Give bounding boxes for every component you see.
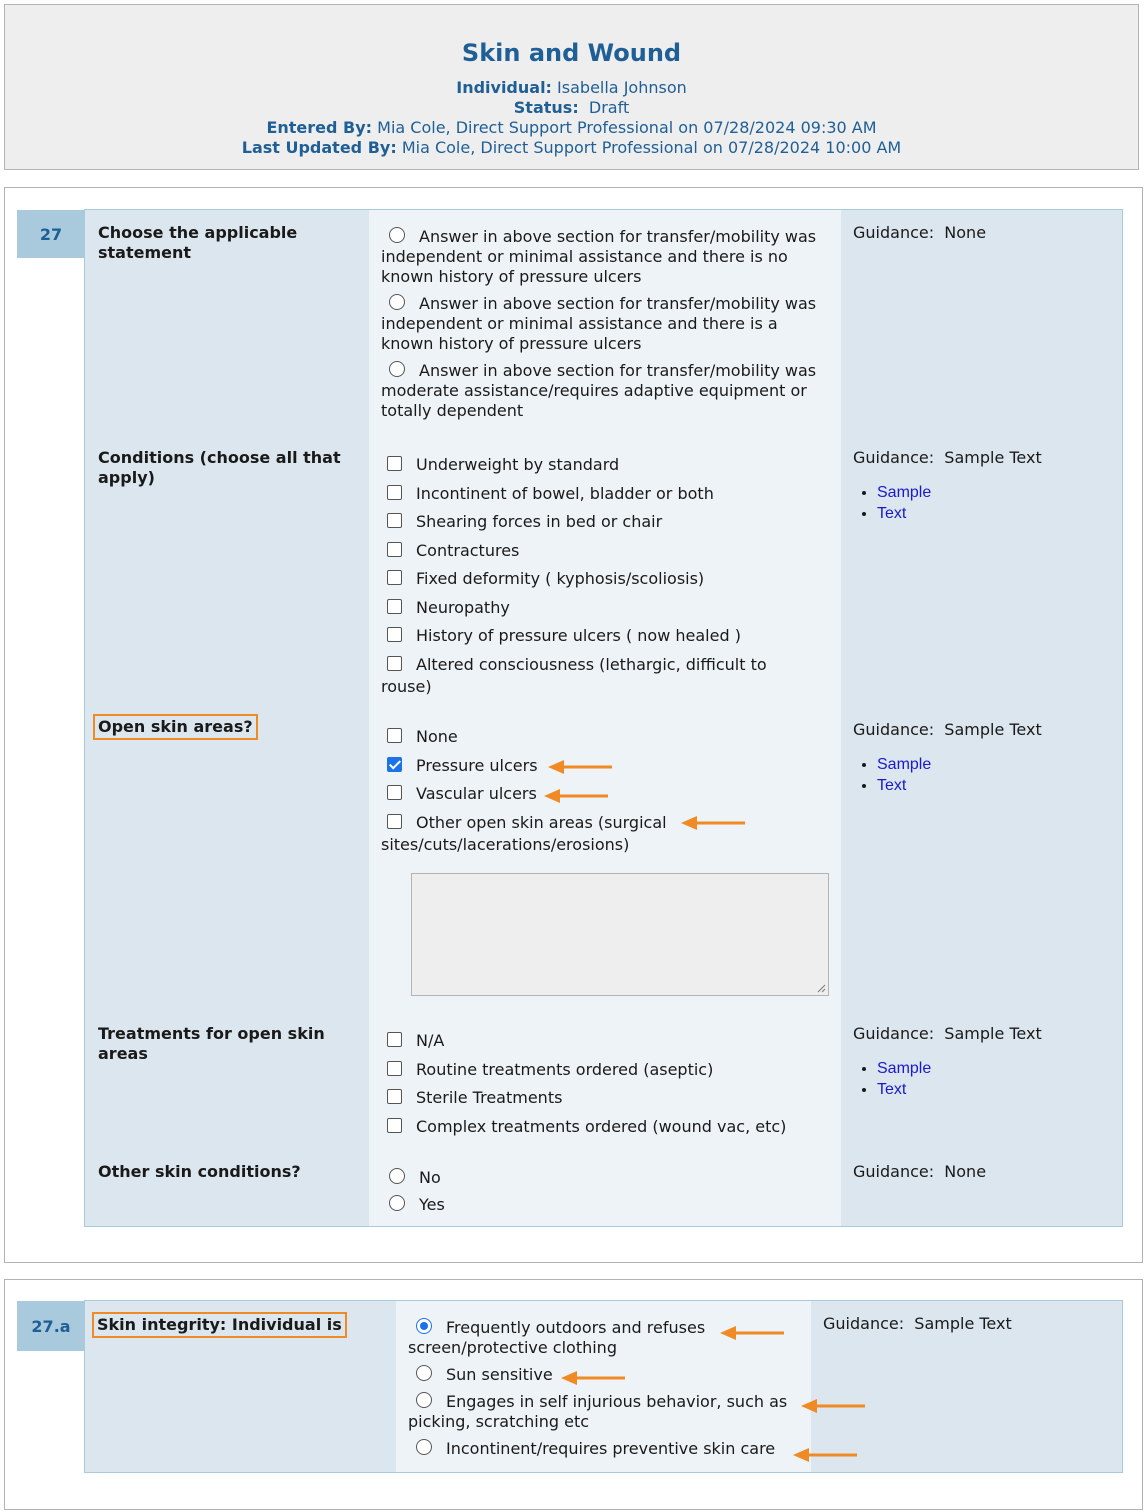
checkbox-checked[interactable] xyxy=(387,757,402,772)
status-label: Status: xyxy=(513,98,579,117)
open-skin-option-none[interactable]: None xyxy=(381,726,801,748)
question-number: 27.a xyxy=(17,1301,85,1351)
checkbox[interactable] xyxy=(387,513,402,528)
radio-button[interactable] xyxy=(416,1439,432,1455)
annotation-arrow-icon xyxy=(548,760,614,774)
treatments-options xyxy=(381,1030,821,1138)
guidance-link[interactable]: • Text xyxy=(877,775,1042,796)
condition-option[interactable]: Fixed deformity ( kyphosis/scoliosis) xyxy=(381,568,801,590)
condition-option[interactable]: Altered consciousness (lethargic, difficult to rouse) xyxy=(381,654,767,696)
guidance-link[interactable]: • Text xyxy=(877,503,1042,524)
individual-label: Individual: xyxy=(456,78,552,97)
form-header xyxy=(4,4,1139,170)
checkbox[interactable] xyxy=(387,1061,402,1076)
open-skin-option-pressure-ulcers[interactable]: Pressure ulcers xyxy=(381,755,801,777)
annotation-arrow-icon xyxy=(561,1371,627,1385)
radio-button-selected[interactable] xyxy=(416,1318,432,1334)
annotation-arrow-icon xyxy=(681,816,747,830)
guidance-statement: Guidance: None xyxy=(853,223,987,242)
guidance-other: Guidance: None xyxy=(853,1162,987,1181)
checkbox[interactable] xyxy=(387,485,402,500)
radio-button[interactable] xyxy=(389,361,405,377)
radio-button[interactable] xyxy=(389,1195,405,1211)
treatments-label: Treatments for open skin areas xyxy=(98,1024,325,1063)
question-number: 27 xyxy=(17,210,85,258)
guidance-link[interactable]: • Text xyxy=(877,1079,1042,1100)
skin-integrity-option-2[interactable]: Sun sensitive xyxy=(408,1365,803,1385)
guidance-treatments: Guidance: Sample Text • Sample • Text xyxy=(853,1024,1042,1100)
condition-option[interactable]: Shearing forces in bed or chair xyxy=(381,511,801,533)
checkbox[interactable] xyxy=(387,456,402,471)
condition-option[interactable]: Neuropathy xyxy=(381,597,801,619)
conditions-label: Conditions (choose all that apply) xyxy=(98,448,341,487)
checkbox[interactable] xyxy=(387,1032,402,1047)
annotation-arrow-icon xyxy=(801,1399,867,1413)
checkbox[interactable] xyxy=(387,814,402,829)
guidance-link[interactable]: • Sample xyxy=(877,1058,1042,1079)
other-option-yes[interactable]: Yes xyxy=(381,1195,681,1215)
other-option-no[interactable]: No xyxy=(381,1168,681,1188)
annotation-arrow-icon xyxy=(793,1448,859,1462)
applicable-statement-options xyxy=(381,227,831,421)
guidance-open-skin: Guidance: Sample Text • Sample • Text xyxy=(853,720,1042,796)
checkbox[interactable] xyxy=(387,599,402,614)
treatment-option[interactable]: Routine treatments ordered (aseptic) xyxy=(381,1059,821,1081)
skin-integrity-label: Skin integrity: Individual is xyxy=(92,1312,347,1338)
resize-grip-icon[interactable] xyxy=(816,983,826,993)
skin-integrity-option-3[interactable]: Engages in self injurious behavior, such as picking, scratching etc xyxy=(408,1392,788,1431)
radio-button[interactable] xyxy=(389,294,405,310)
statement-option-3[interactable]: Answer in above section for transfer/mobility was moderate assistance/requires adaptive equipment or totally dependent xyxy=(381,361,817,420)
annotation-arrow-icon xyxy=(720,1326,786,1340)
checkbox[interactable] xyxy=(387,728,402,743)
other-skin-conditions-label: Other skin conditions? xyxy=(98,1162,301,1181)
entered-by-label: Entered By: xyxy=(266,118,373,137)
statement-option-1[interactable]: Answer in above section for transfer/mobility was independent or minimal assistance and there is no known history of pressure ulcers xyxy=(381,227,817,286)
guidance-conditions: Guidance: Sample Text • Sample • Text xyxy=(853,448,1042,524)
treatment-option[interactable]: Sterile Treatments xyxy=(381,1087,821,1109)
condition-option[interactable]: History of pressure ulcers ( now healed ) xyxy=(381,625,801,647)
radio-button[interactable] xyxy=(416,1392,432,1408)
guidance-skin-integrity: Guidance: Sample Text xyxy=(823,1314,1012,1333)
individual-value: Isabella Johnson xyxy=(557,78,687,97)
radio-button[interactable] xyxy=(389,1168,405,1184)
guidance-link[interactable]: • Sample xyxy=(877,754,1042,775)
applicable-statement-label: Choose the applicable statement xyxy=(98,223,298,262)
guidance-link[interactable]: • Sample xyxy=(877,482,1042,503)
last-updated-label: Last Updated By: xyxy=(241,138,397,157)
checkbox[interactable] xyxy=(387,656,402,671)
entered-by-value: Mia Cole, Direct Support Professional on 07/28/2024 09:30 AM xyxy=(377,118,877,137)
open-skin-areas-label: Open skin areas? xyxy=(93,714,258,740)
checkbox[interactable] xyxy=(387,1089,402,1104)
open-skin-option-vascular-ulcers[interactable]: Vascular ulcers xyxy=(381,783,801,805)
treatment-option[interactable]: Complex treatments ordered (wound vac, etc) xyxy=(381,1116,821,1138)
statement-option-2[interactable]: Answer in above section for transfer/mobility was independent or minimal assistance and there is a known history of pressure ulcers xyxy=(381,294,817,353)
condition-option[interactable]: Contractures xyxy=(381,540,801,562)
checkbox[interactable] xyxy=(387,627,402,642)
condition-option[interactable]: Incontinent of bowel, bladder or both xyxy=(381,483,801,505)
treatment-option[interactable]: N/A xyxy=(381,1030,821,1052)
status-value: Draft xyxy=(588,98,630,117)
open-skin-option-other[interactable]: Other open skin areas (surgical sites/cuts/lacerations/erosions) xyxy=(381,812,667,854)
conditions-options xyxy=(381,454,801,698)
checkbox[interactable] xyxy=(387,1118,402,1133)
checkbox[interactable] xyxy=(387,570,402,585)
open-skin-notes-textarea[interactable] xyxy=(411,873,829,996)
condition-option[interactable]: Underweight by standard xyxy=(381,454,801,476)
last-updated-value: Mia Cole, Direct Support Professional on 07/28/2024 10:00 AM xyxy=(401,138,902,157)
page-title: Skin and Wound xyxy=(461,39,682,67)
skin-integrity-option-1[interactable]: Frequently outdoors and refuses screen/protective clothing xyxy=(408,1318,706,1357)
other-skin-options xyxy=(381,1168,681,1215)
radio-button[interactable] xyxy=(416,1365,432,1381)
radio-button[interactable] xyxy=(389,227,405,243)
checkbox[interactable] xyxy=(387,785,402,800)
checkbox[interactable] xyxy=(387,542,402,557)
annotation-arrow-icon xyxy=(544,789,610,803)
skin-integrity-option-4[interactable]: Incontinent/requires preventive skin care xyxy=(408,1439,803,1459)
